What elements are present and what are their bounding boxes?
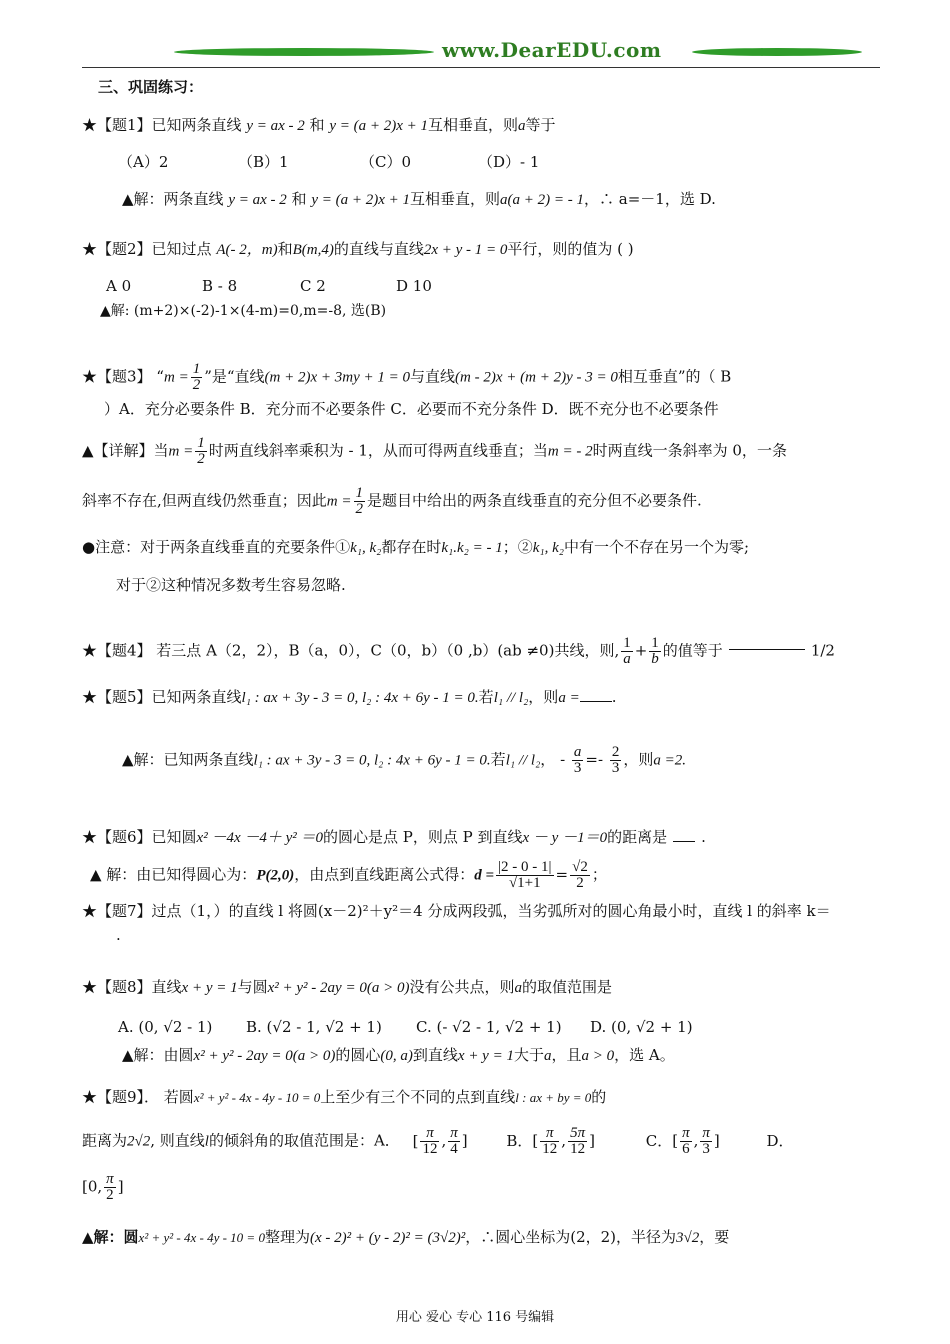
left-swoosh-decoration: [174, 48, 434, 56]
q4-frac-b: $\frac{1}{b}$: [651, 635, 659, 667]
q9-sol-mid: 整理为: [264, 1228, 310, 1246]
q1-var: a: [518, 118, 526, 134]
note-mid: 都存在时: [381, 538, 442, 556]
q9-optB-n2: 5π: [570, 1125, 586, 1141]
q8-var: a: [514, 980, 522, 996]
q9-sol-lead: ▲解：圆: [82, 1228, 139, 1246]
q8-option-a: A. (0, √2 - 1): [118, 1018, 213, 1036]
q9-optB-frac2: [568, 1126, 587, 1157]
q8-sol-end: ，选 A。: [614, 1046, 675, 1064]
note-k2: k₁, k₂: [532, 540, 564, 556]
q3-detail-den: 2: [197, 451, 205, 467]
q9-sol-radius: 3√2: [676, 1230, 700, 1246]
q3-mid1: ”是“直线: [204, 367, 265, 386]
q6-sol-num: |2 - 0 - 1|: [498, 859, 552, 875]
q5-solution: ▲解：已知两条直线l₁ : ax + 3y - 3 = 0, l₂ : 4x + 6y - 1 = 0.若l₁ // l₂， - $\frac{a}{3}$ =- $\frac{2}{3}$ ，则a =2.: [122, 744, 686, 776]
q2-option-b: B - 8: [202, 277, 238, 295]
q5-tail: ，则: [528, 688, 559, 706]
note-mid2: ；②: [502, 538, 533, 556]
q6-sol-mid: ，由点到直线距离公式得：: [294, 865, 475, 884]
question-5: [82, 686, 880, 709]
q3-detail-2: [82, 486, 880, 517]
q6-lead: ★【题6】已知圆: [82, 828, 197, 846]
q3-fraction: [191, 362, 203, 393]
q8-options: [118, 1016, 880, 1038]
q9-optC-frac2: [700, 1126, 712, 1157]
q6-solution: [90, 860, 880, 891]
note-product: k₁.k₂ = - 1: [441, 540, 503, 556]
q9-line-2: 距离为2√2, 则直线l的倾斜角的取值范围是：A． [ $\frac{\pi}{12}$ , $\frac{\pi}{4}$ ] B．[ $\frac{\pi}{12}$ , $\frac{5\pi}{12}$ ] C．[ $\frac{\pi}{6}$ , $\frac{\pi}{3}$ ] D．: [82, 1125, 794, 1157]
q9-optC-d2: 3: [702, 1141, 710, 1157]
q9-circle: x² + y² - 4x - 4y - 10 = 0: [193, 1090, 321, 1105]
q1-solution: [122, 188, 880, 211]
q8-mid: 与圆: [237, 978, 268, 996]
note-line-2: 对于②这种情况多数考生容易忽略.: [116, 576, 346, 594]
q6-tail: 的距离是: [607, 828, 668, 846]
q6-blank: [673, 841, 695, 842]
q6-sol-den: √1+1: [508, 875, 541, 891]
q5-ask: a =: [558, 690, 580, 706]
q5-sol-answer: a =2.: [653, 752, 686, 769]
q6-end: .: [701, 828, 706, 846]
q9-optD-n: π: [106, 1171, 114, 1187]
q3-frac-den: 2: [192, 377, 201, 393]
q5-lead: ★【题5】已知两条直线: [82, 688, 242, 706]
q5-mid: 若: [478, 688, 494, 706]
q8-option-b: B. (√2 - 1, √2 + 1): [246, 1018, 382, 1036]
page-footer: 用心 爱心 专心 116 号编辑: [395, 1310, 555, 1325]
q8-sol-line: x + y = 1: [457, 1048, 514, 1064]
q8-lead: ★【题8】直线: [82, 978, 182, 996]
q6-sol-eq: =: [555, 865, 569, 884]
q4-text: ★【题4】 若三点 A（2，2），B（a，0），C（0，b）（0 ,b）(ab ≠0)共线，则,: [82, 641, 620, 660]
q1-lead: ★【题1】已知两条直线: [82, 116, 242, 134]
q9-optB-d2: 12: [570, 1141, 586, 1157]
note-k: k₁, k₂: [350, 540, 382, 556]
page-header: [82, 34, 880, 68]
q6-sol-frac: [496, 860, 554, 891]
q5-end: .: [611, 688, 617, 706]
q1-sol-lead: ▲解：两条直线: [122, 190, 224, 208]
question-8: [82, 976, 880, 999]
q1-tail: 互相垂直，则: [428, 116, 519, 134]
q3-mid2: 与直线: [410, 367, 456, 386]
q2-point-b: B(m,4): [292, 242, 334, 258]
q6-sol-lead: ▲ 解：由已知得圆心为：: [90, 865, 257, 884]
q1-sol-end: ，∴ a=－1，选 D.: [584, 190, 716, 208]
q3-eq1: (m + 2)x + 3my + 1 = 0: [264, 369, 411, 386]
q9-optA-d2: 4: [450, 1141, 458, 1157]
q1-sol-eq1: y = ax - 2: [228, 192, 287, 208]
q6-line-eq: x － y －1＝0: [522, 830, 608, 846]
q9-optD-d: 2: [106, 1187, 114, 1203]
q2-lead: ★【题2】已知过点: [82, 240, 212, 258]
q2-option-c: C 2: [300, 277, 326, 295]
header-rule: [82, 67, 880, 68]
note-tail: 中有一个不存在另一个为零;: [564, 538, 750, 556]
q9-optC-n2: π: [702, 1125, 710, 1141]
q9-mid: 上至少有三个不同的点到直线: [320, 1088, 516, 1106]
q9-l2-tail: 的倾斜角的取值范围是：A．: [208, 1131, 400, 1150]
q3-detail-b: 时两直线一条斜率为 0，一条: [592, 441, 787, 460]
q1-options: [118, 151, 880, 173]
q8-end: 的取值范围是: [521, 978, 612, 996]
q5-sol-parallel: l₁ // l₂: [505, 752, 541, 769]
section-title: 三、巩固练习：: [98, 78, 204, 96]
q1-eq1: y = ax - 2: [246, 118, 305, 134]
q3-m: m =: [163, 369, 189, 386]
q1-option-c: （C）0: [360, 153, 412, 171]
q3-detail2-b: 是题目中给出的两条直线垂直的充分但不必要条件.: [367, 491, 702, 510]
q2-options: [106, 275, 880, 297]
q3-detail-m: m =: [168, 443, 194, 460]
q6-sol-frac2: [570, 860, 590, 891]
q9-optB-d1: 12: [542, 1141, 558, 1157]
q2-option-a: A 0: [106, 277, 132, 295]
q6-sol-d: d =: [474, 867, 495, 884]
q6-sol-num2: √2: [572, 859, 588, 875]
question-2: [82, 238, 880, 261]
site-logo: www.DearEDU.com: [442, 38, 662, 62]
q1-option-a: （A）2: [118, 153, 169, 171]
q2-mid: 和: [277, 240, 293, 258]
right-swoosh-decoration: [692, 48, 862, 56]
q4-blank: [729, 649, 805, 650]
q7-end: .: [116, 926, 121, 944]
q9-optA-n1: π: [420, 1126, 439, 1142]
q9-solution: [82, 1226, 880, 1249]
q3-detail-m2: m = - 2: [547, 443, 593, 460]
q8-sol-mid: 的圆心: [335, 1046, 381, 1064]
q1-sol-eq2: y = (a + 2)x + 1: [311, 192, 411, 208]
q3-detail2-fraction: [354, 486, 366, 517]
q9-optA-frac2: [448, 1126, 460, 1157]
q9-line-eq: l : ax + by = 0: [515, 1090, 592, 1105]
q5-parallel: l₁ // l₂: [493, 690, 529, 706]
q8-circle: x² + y² - 2ay = 0(a > 0): [267, 980, 410, 996]
q6-sol-den2: 2: [576, 875, 584, 891]
q2-point-a: A(- 2，m): [216, 242, 278, 258]
q3-options: ）A．充分必要条件 B．充分而不必要条件 C．必要而不充分条件 D．既不充分也不必要条件: [104, 400, 719, 418]
q1-option-d: （D）- 1: [478, 153, 540, 171]
q1-sol-tail: 互相垂直，则: [410, 190, 501, 208]
q6-sol-end: ；: [591, 865, 607, 884]
q8-sol-center: (0, a): [380, 1048, 413, 1064]
q8-sol-cond: a > 0: [581, 1048, 615, 1064]
q8-sol-a: a: [543, 1048, 552, 1064]
q3-eq2: (m - 2)x + (m + 2)y - 3 = 0: [455, 369, 618, 386]
q5-sol-eqs: l₁ : ax + 3y - 3 = 0, l₂ : 4x + 6y - 1 = 0.: [253, 752, 491, 769]
q9-optB-frac1: [540, 1126, 559, 1157]
q1-mid: 和: [309, 116, 325, 134]
q9-optB-label: B．: [506, 1131, 533, 1150]
q1-sol-eq3: a(a + 2) = - 1: [500, 192, 585, 208]
q3-detail-fraction: [195, 436, 207, 467]
q1-end: 等于: [525, 116, 556, 134]
q9-optC-label: C．: [645, 1131, 673, 1150]
q2-eq: 2x + y - 1 = 0: [423, 242, 508, 258]
q5-sol-lead: ▲解：已知两条直线: [122, 750, 254, 769]
q3-frac-num: 1: [192, 361, 201, 377]
q1-option-b: （B）1: [238, 153, 289, 171]
q9-optD-zero: 0,: [87, 1177, 103, 1196]
q3-detail-a: 时两直线斜率乘积为 - 1，从而可得两直线垂直；当: [208, 441, 548, 460]
q9-optC-n1: π: [682, 1125, 690, 1141]
q5-sol-mid: 若: [490, 750, 506, 769]
q9-optA-frac1: [420, 1126, 439, 1157]
q9-end: 的: [591, 1088, 607, 1106]
q3-detail2-den: 2: [355, 501, 363, 517]
q8-sol-mid3: 大于: [513, 1046, 544, 1064]
q2-tail: 的直线与直线: [333, 240, 424, 258]
q3-detail-num: 1: [197, 435, 205, 451]
q2-end: 平行，则的值为 ( ): [507, 240, 634, 258]
q9-sol-circle: x² + y² - 4x - 4y - 10 = 0: [138, 1230, 265, 1245]
q4-tail: 的值等于: [662, 641, 723, 660]
q6-circle: x² －4x －4＋ y² ＝0: [196, 830, 324, 846]
q9-optB-n1: π: [540, 1126, 559, 1142]
q3-detail2-a: 斜率不存在,但两直线仍然垂直；因此: [82, 491, 327, 510]
q4-frac-a: $\frac{1}{a}$: [623, 635, 631, 667]
note: [82, 536, 880, 559]
q3-lead: ★【题3】 “: [82, 367, 164, 386]
q8-option-d: D. (0, √2 + 1): [590, 1018, 693, 1036]
note-lead: ●注意：对于两条直线垂直的充要条件①: [82, 538, 351, 556]
question-3: [82, 362, 880, 393]
q9-optC-frac1: [680, 1126, 692, 1157]
q8-solution: [122, 1044, 880, 1067]
q3-detail: [82, 436, 880, 467]
q1-eq2: y = (a + 2)x + 1: [329, 118, 429, 134]
q9-l2-mid: , 则直线: [150, 1131, 205, 1150]
question-7: ★【题7】过点（1，）的直线 l 将圆(x－2)²＋y²＝4 分成两段弧，当劣弧所对的圆心角最小时，直线 l 的斜率 k＝: [82, 902, 831, 920]
q9-sol-end: ，要: [699, 1228, 730, 1246]
q3-tail: 相互垂直”的（ B: [617, 367, 732, 386]
q8-sol-lead: ▲解：由圆: [122, 1046, 194, 1064]
q3-detail2-m: m =: [326, 493, 352, 510]
q5-eqs: l₁ : ax + 3y - 3 = 0, l₂ : 4x + 6y - 1 = 0.: [241, 690, 479, 706]
q9-dist: 2√2: [127, 1133, 151, 1150]
question-1: [82, 114, 880, 137]
q6-sol-center: P(2,0): [256, 867, 295, 884]
q8-tail: 没有公共点，则: [409, 978, 515, 996]
q5-sol-frac-a: $\frac{a}{3}$: [573, 744, 582, 776]
q5-sol-then: ，则: [623, 750, 654, 769]
q9-optD-frac: [104, 1172, 116, 1203]
q4-answer: 1/2: [810, 641, 835, 660]
q8-line-eq: x + y = 1: [181, 980, 238, 996]
q3-detail-lead: ▲【详解】当: [82, 441, 169, 460]
q8-sol-mid2: 到直线: [412, 1046, 458, 1064]
q9-optD-label: D．: [766, 1131, 794, 1150]
q5-blank: [580, 701, 612, 702]
q6-mid: 的圆心是点 P，则点 P 到直线: [323, 828, 523, 846]
question-6: [82, 826, 880, 849]
q5-sol-frac-b: $\frac{2}{3}$: [611, 744, 620, 776]
q2-option-d: D 10: [396, 277, 432, 295]
q9-optC-d1: 6: [682, 1141, 690, 1157]
question-9: [82, 1086, 880, 1109]
q8-option-c: C. (- √2 - 1, √2 + 1): [416, 1018, 562, 1036]
q5-sol-tail: ，: [540, 750, 556, 769]
q9-optA-n2: π: [450, 1125, 458, 1141]
question-4: ★【题4】 若三点 A（2，2），B（a，0），C（0，b）（0 ,b）(ab ≠0)共线，则, $\frac{1}{a}$ + $\frac{1}{b}$ 的值等于 1/2: [82, 635, 835, 667]
q1-sol-mid: 和: [291, 190, 307, 208]
q9-optA-d1: 12: [422, 1141, 438, 1157]
q8-sol-mid4: ，且: [551, 1046, 582, 1064]
q9-sol-mid2: ，∴圆心坐标为(2，2)，半径为: [465, 1228, 677, 1246]
q9-l2-lead: 距离为: [82, 1131, 128, 1150]
q3-detail2-num: 1: [355, 485, 363, 501]
q9-optD: [0, $\frac{\pi}{2}$ ]: [82, 1171, 124, 1203]
q9-lead: ★【题9】． 若圆: [82, 1088, 194, 1106]
q8-sol-circle: x² + y² - 2ay = 0(a > 0): [193, 1048, 336, 1064]
q2-solution: ▲解: (m+2)×(-2)-1×(4-m)=0,m=-8, 选(B): [100, 303, 387, 319]
q9-l2-l: l: [204, 1133, 209, 1150]
q9-sol-eq: (x - 2)² + (y - 2)² = (3√2)²: [309, 1230, 466, 1246]
